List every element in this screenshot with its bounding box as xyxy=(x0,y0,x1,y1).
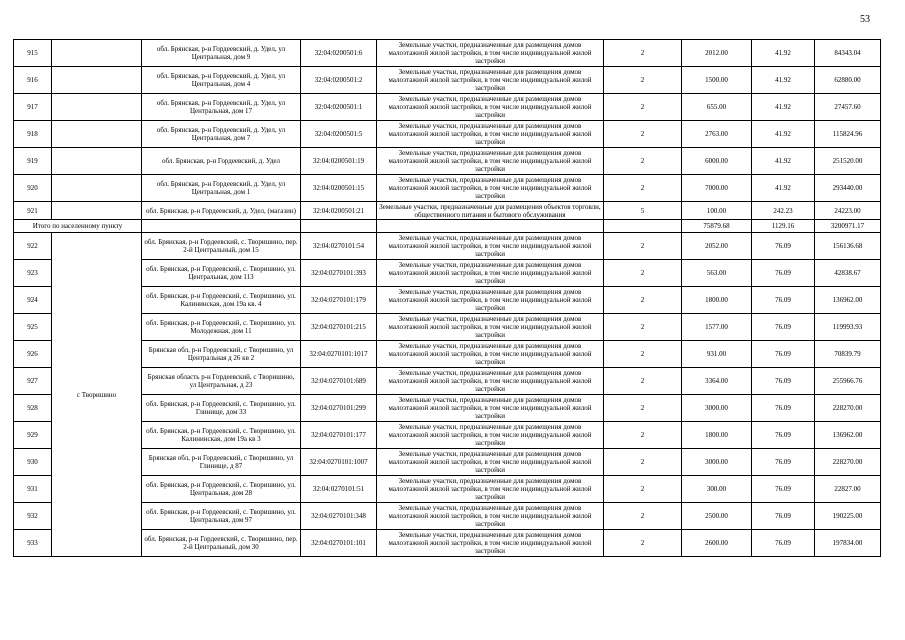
land-use: Земельные участки, предназначенные для размещения домов малоэтажной жилой застройки, в том числе индивидуальной жилой застройки xyxy=(377,175,604,202)
table-row xyxy=(14,395,881,422)
area: 1500.00 xyxy=(682,67,752,94)
cadastral-number: 32:04:0200501:5 xyxy=(301,121,377,148)
cadastral-value: 251520.00 xyxy=(815,148,881,175)
address: обл. Брянская, р-н Гордеевский, с. Творишино, ул. Калининская, дом 19а кв. 4 xyxy=(142,287,301,314)
group: 2 xyxy=(604,233,682,260)
group: 2 xyxy=(604,260,682,287)
land-use: Земельные участки, предназначенные для размещения домов малоэтажной жилой застройки, в том числе индивидуальной жилой застройки xyxy=(377,314,604,341)
land-use: Земельные участки, предназначенные для размещения домов малоэтажной жилой застройки, в том числе индивидуальной жилой застройки xyxy=(377,148,604,175)
group: 2 xyxy=(604,476,682,503)
area: 100.00 xyxy=(682,202,752,220)
address: обл. Брянская, р-н Гордеевский, д. Удел, ул Центральная, дом 4 xyxy=(142,67,301,94)
cadastral-number: 32:04:0270101:54 xyxy=(301,233,377,260)
address: обл. Брянская, р-н Гордеевский, д. Удел, ул Центральная, дом 9 xyxy=(142,40,301,67)
cadastral-rate: 76.09 xyxy=(752,260,815,287)
address: обл. Брянская, р-н Гордеевский, с. Творишино, пер. 2-й Центральный, дом 30 xyxy=(142,530,301,557)
table-row xyxy=(14,175,881,202)
cadastral-rate: 76.09 xyxy=(752,233,815,260)
cadastral-value: 115824.96 xyxy=(815,121,881,148)
row-number: 930 xyxy=(14,449,52,476)
cadastral-number: 32:04:0200501:1 xyxy=(301,94,377,121)
total-area: 75879.68 xyxy=(682,220,752,233)
table-row xyxy=(14,121,881,148)
row-number: 925 xyxy=(14,314,52,341)
land-use: Земельные участки, предназначенные для размещения домов малоэтажной жилой застройки, в том числе индивидуальной жилой застройки xyxy=(377,40,604,67)
group: 2 xyxy=(604,368,682,395)
cadastral-number: 32:04:0200501:19 xyxy=(301,148,377,175)
land-use: Земельные участки, предназначенные для размещения домов малоэтажной жилой застройки, в том числе индивидуальной жилой застройки xyxy=(377,67,604,94)
address: обл. Брянская, р-н Гордеевский, д. Удел xyxy=(142,148,301,175)
cadastral-number: 32:04:0270101:299 xyxy=(301,395,377,422)
cadastral-number: 32:04:0270101:51 xyxy=(301,476,377,503)
area: 563.00 xyxy=(682,260,752,287)
address: обл. Брянская, р-н Гордеевский, с. Творишино, ул. Центральная, дом 97 xyxy=(142,503,301,530)
land-use: Земельные участки, предназначенные для размещения домов малоэтажной жилой застройки, в том числе индивидуальной жилой застройки xyxy=(377,395,604,422)
area: 3364.00 xyxy=(682,368,752,395)
table-row xyxy=(14,530,881,557)
group: 2 xyxy=(604,341,682,368)
total-value: 3200971.17 xyxy=(815,220,881,233)
area: 655.00 xyxy=(682,94,752,121)
total-rate: 1129.16 xyxy=(752,220,815,233)
land-use: Земельные участки, предназначенные для размещения объектов торговли, общественного питания и бытового обслуживания xyxy=(377,202,604,220)
table-row xyxy=(14,233,881,260)
row-number: 923 xyxy=(14,260,52,287)
cadastral-value: 197834.00 xyxy=(815,530,881,557)
row-number: 933 xyxy=(14,530,52,557)
cadastral-value: 255966.76 xyxy=(815,368,881,395)
cadastral-value: 42838.67 xyxy=(815,260,881,287)
row-number: 916 xyxy=(14,67,52,94)
area: 1800.00 xyxy=(682,422,752,449)
cadastral-number: 32:04:0200501:15 xyxy=(301,175,377,202)
address: обл. Брянская, р-н Гордеевский, д. Удел, ул Центральная, дом 1 xyxy=(142,175,301,202)
cadastral-value: 27457.60 xyxy=(815,94,881,121)
cadastral-number: 32:04:0200501:21 xyxy=(301,202,377,220)
area: 931.00 xyxy=(682,341,752,368)
table-row xyxy=(14,202,881,220)
address: обл. Брянская, р-н Гордеевский, д. Удел, ул Центральная, дом 7 xyxy=(142,121,301,148)
cadastral-rate: 41.92 xyxy=(752,40,815,67)
cadastral-value: 293440.00 xyxy=(815,175,881,202)
table-row xyxy=(14,449,881,476)
address: обл. Брянская, р-н Гордеевский, д. Удел, (магазин) xyxy=(142,202,301,220)
cadastral-rate: 41.92 xyxy=(752,148,815,175)
cadastral-value: 24223.00 xyxy=(815,202,881,220)
cadastral-number: 32:04:0270101:177 xyxy=(301,422,377,449)
group: 2 xyxy=(604,395,682,422)
cadastral-rate: 76.09 xyxy=(752,395,815,422)
land-use: Земельные участки, предназначенные для размещения домов малоэтажной жилой застройки, в том числе индивидуальной жилой застройки xyxy=(377,368,604,395)
table-row xyxy=(14,422,881,449)
cadastral-rate: 76.09 xyxy=(752,287,815,314)
address: обл. Брянская, р-н Гордеевский, с. Творишино, ул. Центральная, дом 28 xyxy=(142,476,301,503)
cadastral-value: 62880.00 xyxy=(815,67,881,94)
cadastral-value: 228270.00 xyxy=(815,395,881,422)
cadastral-value: 70839.79 xyxy=(815,341,881,368)
cadastral-number: 32:04:0270101:101 xyxy=(301,530,377,557)
address: Брянская обл, р-н Гордеевский, с Творишино, ул Центральная д 26 кв 2 xyxy=(142,341,301,368)
cadastral-number: 32:04:0270101:215 xyxy=(301,314,377,341)
area: 2500.00 xyxy=(682,503,752,530)
row-number: 920 xyxy=(14,175,52,202)
settlement-total-row xyxy=(14,220,881,233)
land-use: Земельные участки, предназначенные для размещения домов малоэтажной жилой застройки, в том числе индивидуальной жилой застройки xyxy=(377,233,604,260)
area: 2012.00 xyxy=(682,40,752,67)
land-use: Земельные участки, предназначенные для размещения домов малоэтажной жилой застройки, в том числе индивидуальной жилой застройки xyxy=(377,94,604,121)
cadastral-rate: 76.09 xyxy=(752,314,815,341)
address: обл. Брянская, р-н Гордеевский, с. Творишино, ул. Центральная, дом 113 xyxy=(142,260,301,287)
cadastral-number: 32:04:0270101:179 xyxy=(301,287,377,314)
cadastral-value: 136962.00 xyxy=(815,422,881,449)
cadastral-rate: 76.09 xyxy=(752,422,815,449)
group: 2 xyxy=(604,530,682,557)
table-row xyxy=(14,40,881,67)
group: 2 xyxy=(604,40,682,67)
land-use: Земельные участки, предназначенные для размещения домов малоэтажной жилой застройки, в том числе индивидуальной жилой застройки xyxy=(377,449,604,476)
address: Брянская обл, р-н Гордеевский, с Творишино, ул Глинище, д 87 xyxy=(142,449,301,476)
cadastral-rate: 76.09 xyxy=(752,341,815,368)
group: 2 xyxy=(604,422,682,449)
table-row xyxy=(14,287,881,314)
area: 2052.00 xyxy=(682,233,752,260)
settlement-name: с Творишино xyxy=(52,233,142,557)
group: 2 xyxy=(604,449,682,476)
row-number: 927 xyxy=(14,368,52,395)
row-number: 929 xyxy=(14,422,52,449)
area: 3000.00 xyxy=(682,395,752,422)
group: 2 xyxy=(604,503,682,530)
land-use: Земельные участки, предназначенные для размещения домов малоэтажной жилой застройки, в том числе индивидуальной жилой застройки xyxy=(377,260,604,287)
table-row xyxy=(14,314,881,341)
address: обл. Брянская, р-н Гордеевский, с. Творишино, ул. Глинище, дом 33 xyxy=(142,395,301,422)
address: Брянская область р-н Гордеевский, с Творишино, ул Центральная, д 23 xyxy=(142,368,301,395)
table-row xyxy=(14,148,881,175)
area: 3000.00 xyxy=(682,449,752,476)
cadastral-value: 190225.00 xyxy=(815,503,881,530)
land-use: Земельные участки, предназначенные для размещения домов малоэтажной жилой застройки, в том числе индивидуальной жилой застройки xyxy=(377,121,604,148)
group: 2 xyxy=(604,148,682,175)
land-use: Земельные участки, предназначенные для размещения домов малоэтажной жилой застройки, в том числе индивидуальной жилой застройки xyxy=(377,503,604,530)
area: 7000.00 xyxy=(682,175,752,202)
row-number: 919 xyxy=(14,148,52,175)
cadastral-rate: 76.09 xyxy=(752,449,815,476)
cadastral-number: 32:04:0270101:689 xyxy=(301,368,377,395)
area: 300.00 xyxy=(682,476,752,503)
total-label: Итого по населенному пункту xyxy=(14,220,142,233)
land-use: Земельные участки, предназначенные для размещения домов малоэтажной жилой застройки, в том числе индивидуальной жилой застройки xyxy=(377,476,604,503)
cadastral-rate: 76.09 xyxy=(752,368,815,395)
row-number: 926 xyxy=(14,341,52,368)
cadastral-rate: 76.09 xyxy=(752,476,815,503)
group: 2 xyxy=(604,287,682,314)
row-number: 931 xyxy=(14,476,52,503)
group: 2 xyxy=(604,175,682,202)
area: 1577.00 xyxy=(682,314,752,341)
cadastral-rate: 76.09 xyxy=(752,530,815,557)
area: 2600.00 xyxy=(682,530,752,557)
group: 2 xyxy=(604,67,682,94)
cadastral-rate: 76.09 xyxy=(752,503,815,530)
address: обл. Брянская, р-н Гордеевский, с. Творишино, пер. 2-й Центральный, дом 15 xyxy=(142,233,301,260)
row-number: 932 xyxy=(14,503,52,530)
cadastral-number: 32:04:0200501:2 xyxy=(301,67,377,94)
group: 2 xyxy=(604,94,682,121)
cadastral-number: 32:04:0270101:348 xyxy=(301,503,377,530)
land-use: Земельные участки, предназначенные для размещения домов малоэтажной жилой застройки, в том числе индивидуальной жилой застройки xyxy=(377,422,604,449)
group: 2 xyxy=(604,121,682,148)
cadastral-rate: 41.92 xyxy=(752,94,815,121)
area: 6000.00 xyxy=(682,148,752,175)
land-registry-table xyxy=(13,39,881,557)
cadastral-rate: 41.92 xyxy=(752,175,815,202)
area: 1800.00 xyxy=(682,287,752,314)
table-row xyxy=(14,341,881,368)
cadastral-value: 156136.68 xyxy=(815,233,881,260)
cadastral-value: 228270.00 xyxy=(815,449,881,476)
group: 5 xyxy=(604,202,682,220)
land-use: Земельные участки, предназначенные для размещения домов малоэтажной жилой застройки, в том числе индивидуальной жилой застройки xyxy=(377,530,604,557)
cadastral-rate: 41.92 xyxy=(752,67,815,94)
group: 2 xyxy=(604,314,682,341)
land-use: Земельные участки, предназначенные для размещения домов малоэтажной жилой застройки, в том числе индивидуальной жилой застройки xyxy=(377,341,604,368)
table-row xyxy=(14,260,881,287)
row-number: 924 xyxy=(14,287,52,314)
cadastral-rate: 242.23 xyxy=(752,202,815,220)
row-number: 921 xyxy=(14,202,52,220)
table-row xyxy=(14,368,881,395)
cadastral-value: 84343.04 xyxy=(815,40,881,67)
table-row xyxy=(14,503,881,530)
cadastral-number: 32:04:0270101:1007 xyxy=(301,449,377,476)
row-number: 928 xyxy=(14,395,52,422)
table-row xyxy=(14,94,881,121)
row-number: 917 xyxy=(14,94,52,121)
address: обл. Брянская, р-н Гордеевский, с. Творишино, ул. Молодежная, дом 11 xyxy=(142,314,301,341)
cadastral-value: 22827.00 xyxy=(815,476,881,503)
table-row xyxy=(14,476,881,503)
page-number: 53 xyxy=(860,14,870,25)
land-use: Земельные участки, предназначенные для размещения домов малоэтажной жилой застройки, в том числе индивидуальной жилой застройки xyxy=(377,287,604,314)
table-row xyxy=(14,67,881,94)
row-number: 915 xyxy=(14,40,52,67)
cadastral-value: 136962.00 xyxy=(815,287,881,314)
cadastral-value: 119993.93 xyxy=(815,314,881,341)
area: 2763.00 xyxy=(682,121,752,148)
row-number: 922 xyxy=(14,233,52,260)
row-number: 918 xyxy=(14,121,52,148)
cadastral-rate: 41.92 xyxy=(752,121,815,148)
address: обл. Брянская, р-н Гордеевский, д. Удел, ул Центральная, дом 17 xyxy=(142,94,301,121)
cadastral-number: 32:04:0200501:6 xyxy=(301,40,377,67)
cadastral-number: 32:04:0270101:1017 xyxy=(301,341,377,368)
cadastral-number: 32:04:0270101:393 xyxy=(301,260,377,287)
address: обл. Брянская, р-н Гордеевский, с. Творишино, ул. Калининская, дом 19а кв 3 xyxy=(142,422,301,449)
